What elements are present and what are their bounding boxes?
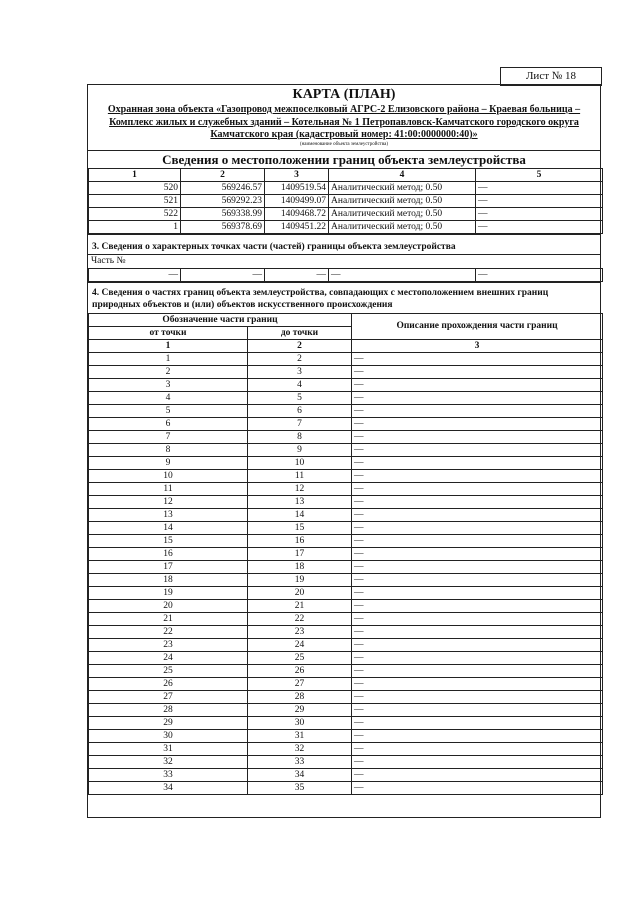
table-row: [89, 742, 603, 755]
table-cell: 18: [89, 573, 248, 586]
table-cell: 13: [248, 495, 352, 508]
column-number: 1: [89, 168, 181, 181]
table-row: [89, 612, 603, 625]
table-cell: 4: [89, 391, 248, 404]
table-cell: 569292.23: [181, 194, 265, 207]
document-title: КАРТА (ПЛАН): [292, 87, 396, 102]
table-cell: —: [352, 690, 603, 703]
table-cell: 15: [248, 521, 352, 534]
table-cell: —: [352, 755, 603, 768]
table-row: [89, 716, 603, 729]
table-cell: 29: [248, 703, 352, 716]
table-row: [89, 690, 603, 703]
table-cell: 17: [248, 547, 352, 560]
table-cell: —: [352, 443, 603, 456]
table-row: [89, 768, 603, 781]
table-cell: —: [352, 664, 603, 677]
boundary-part-designation-header: Обозначение части границ: [89, 313, 352, 326]
object-name: Охранная зона объекта «Газопровод межпоселковый АГРС-2 Елизовского района – Краевая больница – Комплекс жилых и служебных зданий – Котельная № 1 Петропавловск-Камчатского городского округа Камчатского края (кадастровый номер: 41:00:0000000:40)»: [107, 104, 581, 140]
table-cell: 9: [248, 443, 352, 456]
table-row: [89, 417, 603, 430]
table-cell: —: [476, 207, 603, 220]
table-cell: —: [352, 404, 603, 417]
table-cell: 33: [89, 768, 248, 781]
column-number: 2: [181, 168, 265, 181]
table-cell: 34: [89, 781, 248, 794]
table-cell: 17: [89, 560, 248, 573]
table-cell: —: [352, 638, 603, 651]
part-number-label: Часть №: [88, 254, 600, 268]
table-cell: 12: [89, 495, 248, 508]
table-cell: —: [352, 482, 603, 495]
table-cell: —: [352, 599, 603, 612]
table-cell: 14: [89, 521, 248, 534]
table-cell: 3: [248, 365, 352, 378]
table-cell: —: [352, 534, 603, 547]
column-number: 3: [265, 168, 329, 181]
table-cell: 16: [89, 547, 248, 560]
table-row: [89, 651, 603, 664]
table-cell: 28: [89, 703, 248, 716]
table-cell: —: [352, 612, 603, 625]
table-row: [89, 508, 603, 521]
table-cell: 11: [89, 482, 248, 495]
table-cell: 1409499.07: [265, 194, 329, 207]
table-cell: —: [476, 268, 603, 281]
table-cell: 8: [89, 443, 248, 456]
coordinates-table: [88, 168, 603, 234]
object-name-caption: (наименование объекта землеустройства): [299, 141, 389, 147]
table-cell: —: [352, 625, 603, 638]
table-cell: 1409519.54: [265, 181, 329, 194]
table-cell: 25: [89, 664, 248, 677]
table-cell: —: [352, 495, 603, 508]
table-cell: 3: [89, 378, 248, 391]
table-row: [89, 391, 603, 404]
table-cell: —: [352, 365, 603, 378]
table-cell: 4: [248, 378, 352, 391]
table-cell: 14: [248, 508, 352, 521]
table-cell: 23: [248, 625, 352, 638]
table-row: [89, 703, 603, 716]
table-cell: 21: [89, 612, 248, 625]
table-cell: Аналитический метод; 0.50: [329, 181, 476, 194]
table-cell: 26: [248, 664, 352, 677]
table-cell: 2: [89, 365, 248, 378]
table-cell: 27: [89, 690, 248, 703]
table-cell: —: [352, 430, 603, 443]
table-row: [89, 625, 603, 638]
table-cell: 35: [248, 781, 352, 794]
table-cell: —: [352, 586, 603, 599]
table-row: [89, 352, 603, 365]
column-number: 2: [248, 339, 352, 352]
table-cell: 569378.69: [181, 220, 265, 233]
table-cell: Аналитический метод; 0.50: [329, 194, 476, 207]
table-cell: 9: [89, 456, 248, 469]
table-cell: 7: [89, 430, 248, 443]
table-row: [89, 482, 603, 495]
table-row: [89, 573, 603, 586]
table-cell: —: [476, 194, 603, 207]
section-3-title: 3. Сведения о характерных точках части (частей) границы объекта землеустройства: [88, 234, 600, 254]
table-cell: 5: [248, 391, 352, 404]
table-row: [89, 638, 603, 651]
table-cell: —: [352, 456, 603, 469]
table-cell: 20: [89, 599, 248, 612]
table-cell: —: [89, 268, 181, 281]
table-row: [89, 268, 603, 281]
table-cell: 10: [89, 469, 248, 482]
table-cell: 33: [248, 755, 352, 768]
column-number: 5: [476, 168, 603, 181]
table-row: [89, 521, 603, 534]
table-row: [89, 456, 603, 469]
table-row: [89, 664, 603, 677]
table-cell: 520: [89, 181, 181, 194]
document-frame: [87, 84, 601, 818]
table-cell: 19: [248, 573, 352, 586]
table-cell: —: [352, 703, 603, 716]
table-cell: —: [352, 378, 603, 391]
table-row: [89, 599, 603, 612]
table-cell: 22: [248, 612, 352, 625]
table-cell: —: [329, 268, 476, 281]
table-row: [89, 781, 603, 794]
table-row: [89, 207, 603, 220]
table-cell: 22: [89, 625, 248, 638]
table-row: [89, 430, 603, 443]
table-cell: 6: [248, 404, 352, 417]
table-cell: 25: [248, 651, 352, 664]
table-cell: —: [352, 768, 603, 781]
table-cell: 1: [89, 220, 181, 233]
table-cell: —: [352, 781, 603, 794]
table-cell: 23: [89, 638, 248, 651]
section-4-title: 4. Сведения о частях границ объекта землеустройства, совпадающих с местоположением внешних границ природных объектов и (или) объектов искусственного происхождения: [88, 282, 600, 313]
table-cell: 30: [89, 729, 248, 742]
table-row: [89, 677, 603, 690]
table-cell: 31: [89, 742, 248, 755]
boundary-parts-table: [88, 313, 603, 795]
table-cell: 32: [248, 742, 352, 755]
section-boundaries-title: Сведения о местоположении границ объекта землеустройства: [88, 150, 600, 168]
table-row: [89, 181, 603, 194]
table-row: [89, 729, 603, 742]
table-cell: —: [352, 573, 603, 586]
table-cell: Аналитический метод; 0.50: [329, 220, 476, 233]
table-cell: 10: [248, 456, 352, 469]
table-cell: 29: [89, 716, 248, 729]
table-cell: —: [352, 469, 603, 482]
table-row: [89, 443, 603, 456]
table-cell: 8: [248, 430, 352, 443]
table-row: [89, 469, 603, 482]
table-cell: —: [352, 547, 603, 560]
column-number: 3: [352, 339, 603, 352]
table-row: [89, 404, 603, 417]
table-cell: 27: [248, 677, 352, 690]
table-cell: 5: [89, 404, 248, 417]
table-cell: 20: [248, 586, 352, 599]
table-cell: 11: [248, 469, 352, 482]
table-cell: 15: [89, 534, 248, 547]
table-row: [89, 495, 603, 508]
table-cell: —: [352, 417, 603, 430]
table-cell: Аналитический метод; 0.50: [329, 207, 476, 220]
table-cell: 26: [89, 677, 248, 690]
table-cell: 13: [89, 508, 248, 521]
table-cell: 7: [248, 417, 352, 430]
table-row: [89, 378, 603, 391]
boundary-part-description-header: Описание прохождения части границ: [352, 313, 603, 339]
table-cell: 18: [248, 560, 352, 573]
table-cell: —: [352, 391, 603, 404]
table-cell: 1409451.22: [265, 220, 329, 233]
table-row: [89, 755, 603, 768]
table-cell: —: [352, 742, 603, 755]
table-cell: —: [476, 220, 603, 233]
table-row: [89, 534, 603, 547]
table-cell: 569246.57: [181, 181, 265, 194]
table-cell: —: [352, 651, 603, 664]
table-row: [89, 547, 603, 560]
table-cell: 16: [248, 534, 352, 547]
table-cell: —: [352, 729, 603, 742]
table-cell: 1: [89, 352, 248, 365]
table-cell: 6: [89, 417, 248, 430]
characteristic-points-table: [88, 268, 603, 282]
table-cell: —: [352, 521, 603, 534]
sheet-number: Лист № 18: [500, 67, 602, 86]
column-number: 1: [89, 339, 248, 352]
table-cell: —: [265, 268, 329, 281]
table-cell: 24: [248, 638, 352, 651]
table-cell: —: [352, 508, 603, 521]
table-cell: 21: [248, 599, 352, 612]
table-cell: —: [181, 268, 265, 281]
table-cell: —: [352, 352, 603, 365]
table-cell: —: [352, 560, 603, 573]
table-cell: 32: [89, 755, 248, 768]
table-row: [89, 586, 603, 599]
table-cell: 34: [248, 768, 352, 781]
from-point-header: от точки: [89, 326, 248, 339]
table-cell: 24: [89, 651, 248, 664]
table-cell: —: [476, 181, 603, 194]
column-number: 4: [329, 168, 476, 181]
table-cell: 28: [248, 690, 352, 703]
table-row: [89, 220, 603, 233]
table-cell: 522: [89, 207, 181, 220]
table-cell: 2: [248, 352, 352, 365]
table-row: [89, 560, 603, 573]
table-cell: —: [352, 677, 603, 690]
table-cell: 1409468.72: [265, 207, 329, 220]
table-row: [89, 365, 603, 378]
table-cell: 19: [89, 586, 248, 599]
table-cell: 30: [248, 716, 352, 729]
table-cell: 521: [89, 194, 181, 207]
table-cell: —: [352, 716, 603, 729]
to-point-header: до точки: [248, 326, 352, 339]
table-cell: 569338.99: [181, 207, 265, 220]
table-row: [89, 194, 603, 207]
table-cell: 31: [248, 729, 352, 742]
table-cell: 12: [248, 482, 352, 495]
